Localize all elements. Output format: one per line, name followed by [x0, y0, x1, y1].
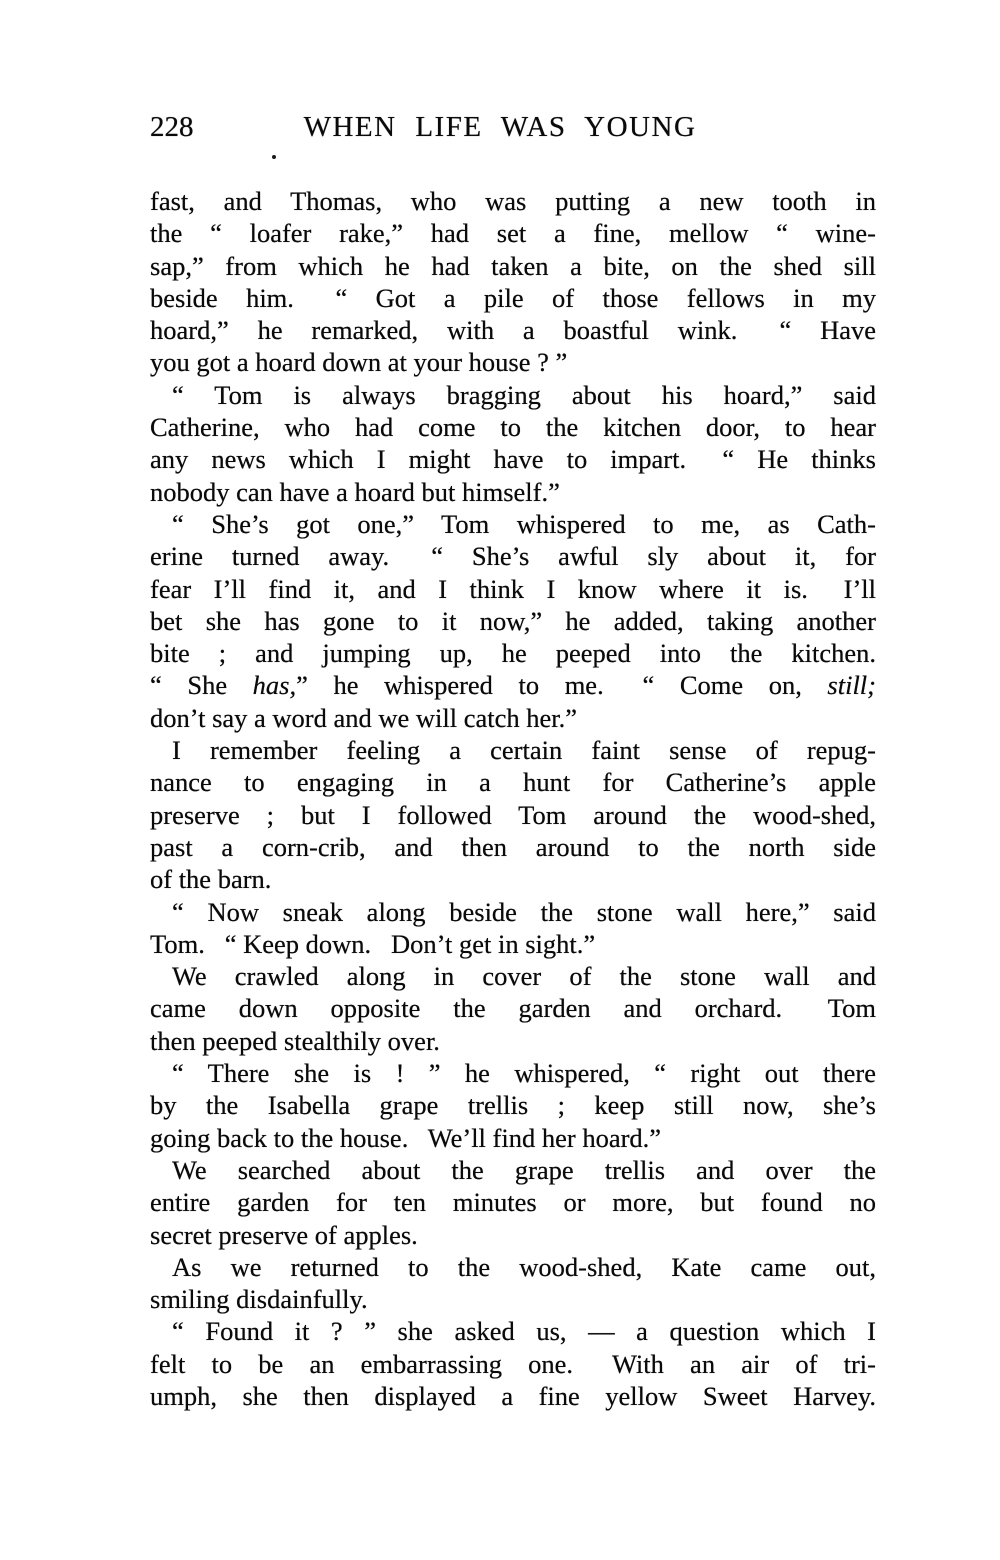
text-segment: fast, and Thomas, who was putting a new tooth in [150, 186, 876, 216]
text-segment: came down opposite the garden and orchard. Tom [150, 993, 876, 1024]
text-line [150, 573, 876, 605]
text-segment: beside him. “ Got a pile of those fellows in my [150, 282, 876, 313]
scan-artifact-dot [272, 155, 276, 159]
text-segment: “ Found it ? ” she asked us, — a question which I [172, 1316, 876, 1347]
running-title: WHEN LIFE WAS YOUNG [303, 111, 697, 143]
text-segment: preserve ; but I followed Tom around the wood-shed, [150, 799, 876, 830]
body-text [150, 185, 876, 1412]
text-segment: erine turned away. “ She’s awful sly about it, for [150, 541, 876, 572]
text-line [150, 702, 876, 734]
text-segment: umph, she then displayed a fine yellow Sweet Harvey. [150, 1380, 876, 1411]
text-line [150, 282, 876, 314]
text-segment: don’t say a word and we will catch her.” [150, 702, 578, 733]
text-line [150, 1315, 876, 1347]
text-line [150, 1380, 876, 1412]
text-line [150, 508, 876, 540]
text-line [150, 1089, 876, 1121]
text-line [150, 1154, 876, 1186]
text-segment: of the barn. [150, 864, 272, 895]
text-line [150, 766, 876, 798]
text-segment: “ There she is ! ” he whispered, “ right out there [172, 1058, 876, 1089]
text-segment: We searched about the grape trellis and over the [172, 1154, 876, 1185]
text-line [150, 476, 876, 508]
text-segment: I remember feeling a certain faint sense of repug- [172, 735, 876, 766]
text-segment: sap,” from which he had taken a bite, on the shed sill [150, 250, 876, 281]
text-line [150, 217, 876, 249]
text-segment: the “ loafer rake,” had set a fine, mellow “ wine- [150, 218, 876, 249]
text-line [150, 734, 876, 766]
text-line [150, 605, 876, 637]
text-line [150, 928, 876, 960]
text-segment: As we returned to the wood-shed, Kate came out, [172, 1251, 876, 1282]
text-line [150, 1283, 876, 1315]
text-segment: any news which I might have to impart. “ He thinks [150, 444, 876, 475]
text-segment: Tom. “ Keep down. Don’t get in sight.” [150, 928, 596, 959]
text-line [150, 411, 876, 443]
text-line [150, 1186, 876, 1218]
text-segment: Catherine, who had come to the kitchen door, to hear [150, 412, 876, 443]
text-segment: smiling disdainfully. [150, 1284, 368, 1315]
text-line [150, 540, 876, 572]
text-segment: nance to engaging in a hunt for Catherine’s apple [150, 767, 876, 798]
text-line [150, 669, 876, 701]
text-line [150, 379, 876, 411]
text-line [150, 1219, 876, 1251]
text-segment: past a corn-crib, and then around to the north side [150, 831, 876, 862]
text-segment: bite ; and jumping up, he peeped into the kitchen. [150, 638, 876, 669]
text-segment: bet she has gone to it now,” he added, taking another [150, 605, 876, 636]
text-line [150, 992, 876, 1024]
text-line [150, 863, 876, 895]
italic-text-segment: has, [252, 670, 297, 701]
text-line [150, 799, 876, 831]
text-line [150, 896, 876, 928]
text-line [150, 960, 876, 992]
text-line [150, 346, 876, 378]
text-segment: “ She’s got one,” Tom whispered to me, as Cath- [172, 508, 876, 539]
text-line [150, 250, 876, 282]
page-number: 228 [150, 111, 194, 143]
text-segment: by the Isabella grape trellis ; keep still now, she’s [150, 1090, 876, 1121]
text-segment: “ Tom is always bragging about his hoard,” said [172, 379, 876, 410]
text-segment: We crawled along in cover of the stone wall and [172, 961, 876, 992]
text-segment: felt to be an embarrassing one. With an air of tri- [150, 1348, 876, 1379]
text-segment: secret preserve of apples. [150, 1219, 418, 1250]
text-line [150, 1251, 876, 1283]
text-segment: entire garden for ten minutes or more, but found no [150, 1187, 876, 1218]
text-line [150, 443, 876, 475]
text-line [150, 1025, 876, 1057]
italic-text-segment: still; [827, 670, 876, 701]
text-line [150, 637, 876, 669]
text-line [150, 314, 876, 346]
text-line [150, 185, 876, 217]
page-header [150, 110, 876, 146]
text-segment: fear I’ll find it, and I think I know where it is. I’ll [150, 573, 876, 604]
text-line [150, 831, 876, 863]
text-segment: “ She [150, 670, 253, 701]
text-segment: you got a hoard down at your house ? ” [150, 347, 568, 378]
text-line [150, 1122, 876, 1154]
text-line [150, 1348, 876, 1380]
text-segment: “ Now sneak along beside the stone wall here,” said [172, 896, 876, 927]
text-segment: ” he whispered to me. “ Come on, [296, 670, 828, 701]
text-line [150, 1057, 876, 1089]
text-segment: nobody can have a hoard but himself.” [150, 476, 560, 507]
text-segment: hoard,” he remarked, with a boastful wink. “ Have [150, 315, 876, 346]
text-segment: then peeped stealthily over. [150, 1025, 440, 1056]
text-segment: going back to the house. We’ll find her hoard.” [150, 1122, 662, 1153]
